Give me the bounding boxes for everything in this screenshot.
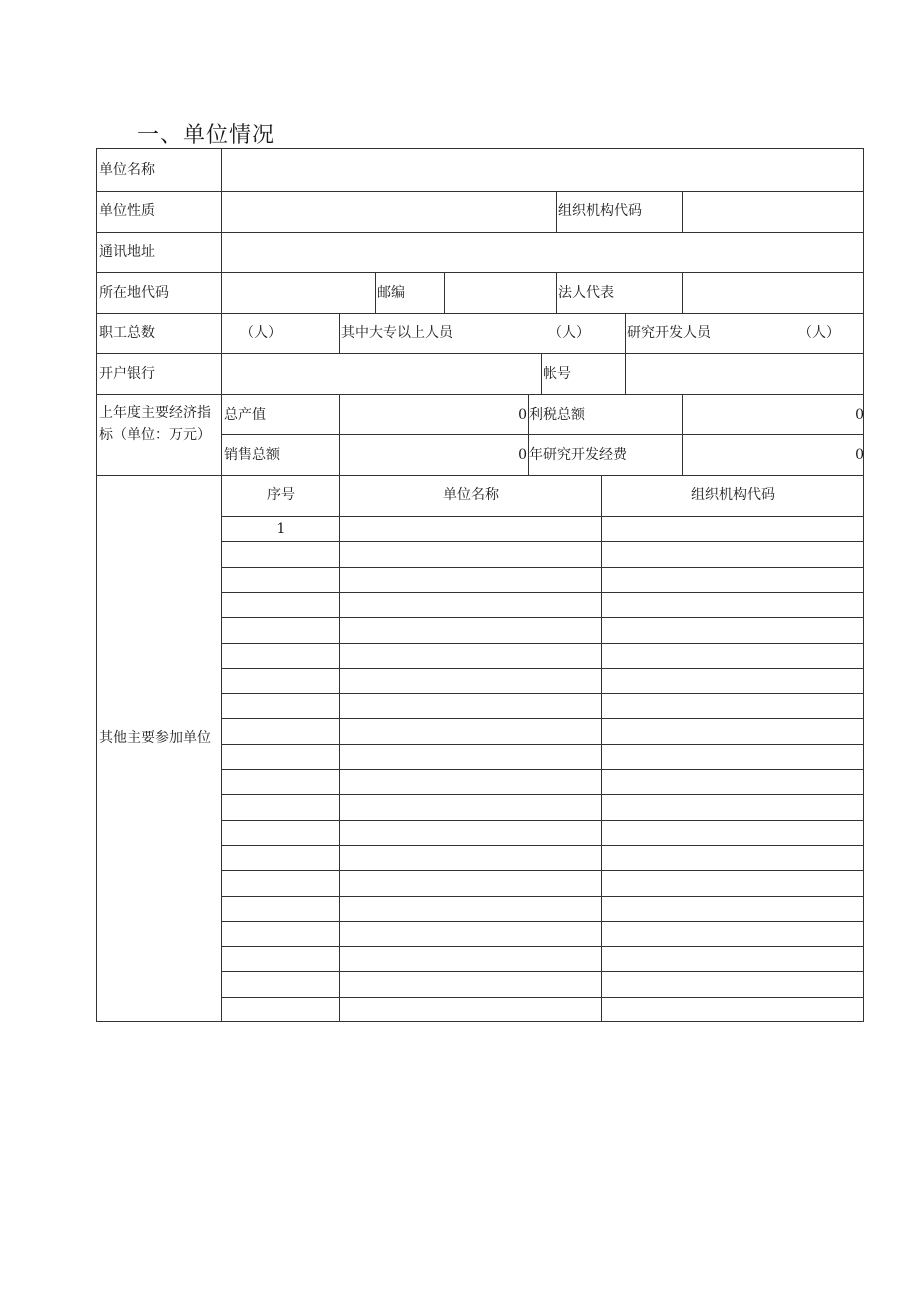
unit-name-field[interactable] — [223, 150, 861, 190]
section-title: 一、单位情况 — [137, 123, 276, 148]
participant-row — [222, 870, 863, 895]
staff-total-label: 职工总数 — [99, 325, 155, 341]
col-divider — [682, 191, 683, 232]
row-divider — [97, 394, 863, 395]
participant-row — [222, 744, 863, 769]
row-divider — [222, 434, 863, 435]
col-divider — [375, 272, 376, 313]
participant-row — [222, 794, 863, 819]
org-code-label: 组织机构代码 — [558, 203, 642, 219]
total-output-value[interactable]: 0 — [518, 407, 527, 423]
participant-row — [222, 820, 863, 845]
rd-funds-value[interactable]: 0 — [855, 447, 864, 463]
area-code-label: 所在地代码 — [99, 285, 169, 301]
college-above-label: 其中大专以上人员 — [341, 325, 453, 341]
address-label: 通讯地址 — [99, 244, 155, 260]
account-field[interactable] — [627, 354, 862, 394]
participant-row — [222, 668, 863, 693]
rd-funds-label: 年研究开发经费 — [529, 447, 627, 463]
participant-row — [222, 693, 863, 718]
row-divider — [97, 313, 863, 314]
postcode-label: 邮编 — [377, 285, 405, 301]
participant-row — [222, 971, 863, 996]
total-output-label: 总产值 — [224, 407, 266, 423]
participant-row — [222, 921, 863, 946]
unit-name-header: 单位名称 — [443, 487, 499, 503]
staff-unit: （人） — [240, 325, 282, 341]
participant-seq-cell[interactable]: 1 — [276, 521, 286, 537]
seq-header: 序号 — [267, 487, 295, 503]
participant-row — [222, 845, 863, 870]
postcode-field[interactable] — [446, 273, 555, 313]
participant-row — [222, 567, 863, 592]
participant-row — [222, 946, 863, 971]
participant-row — [222, 516, 863, 541]
participant-row — [222, 541, 863, 566]
col-divider — [444, 272, 445, 313]
col-divider — [339, 394, 340, 475]
col-divider — [556, 272, 557, 313]
staff-unit: （人） — [548, 325, 590, 341]
participant-row — [222, 997, 863, 1022]
sales-label: 销售总额 — [224, 447, 280, 463]
legal-rep-label: 法人代表 — [558, 285, 614, 301]
unit-nature-label: 单位性质 — [99, 203, 155, 219]
col-divider — [625, 313, 626, 353]
participant-row — [222, 592, 863, 617]
col-divider — [682, 394, 683, 475]
unit-nature-field[interactable] — [223, 192, 555, 232]
col-divider — [682, 272, 683, 313]
participant-row — [222, 643, 863, 668]
participant-row — [222, 718, 863, 743]
unit-name-label: 单位名称 — [99, 162, 155, 178]
account-label: 帐号 — [543, 366, 571, 382]
rd-staff-label: 研究开发人员 — [627, 325, 711, 341]
legal-rep-field[interactable] — [684, 273, 862, 313]
col-divider — [541, 353, 542, 394]
profit-tax-value[interactable]: 0 — [855, 407, 864, 423]
col-divider — [625, 353, 626, 394]
participants-label: 其他主要参加单位 — [99, 730, 211, 746]
bank-field[interactable] — [223, 354, 540, 394]
participant-row — [222, 617, 863, 642]
col-divider — [339, 313, 340, 353]
sales-value[interactable]: 0 — [518, 447, 527, 463]
col-divider — [556, 191, 557, 232]
org-code-header: 组织机构代码 — [691, 487, 775, 503]
profit-tax-label: 利税总额 — [529, 407, 585, 423]
participant-row — [222, 896, 863, 921]
participant-row — [222, 769, 863, 794]
row-divider — [97, 475, 863, 476]
area-code-field[interactable] — [223, 273, 374, 313]
bank-label: 开户银行 — [99, 366, 155, 382]
econ-label: 上年度主要经济指标（单位：万元） — [99, 405, 211, 443]
staff-unit: （人） — [798, 325, 840, 341]
unit-info-form — [96, 148, 864, 1022]
org-code-field[interactable] — [684, 192, 862, 232]
col-divider — [221, 149, 222, 475]
address-field[interactable] — [223, 233, 861, 272]
